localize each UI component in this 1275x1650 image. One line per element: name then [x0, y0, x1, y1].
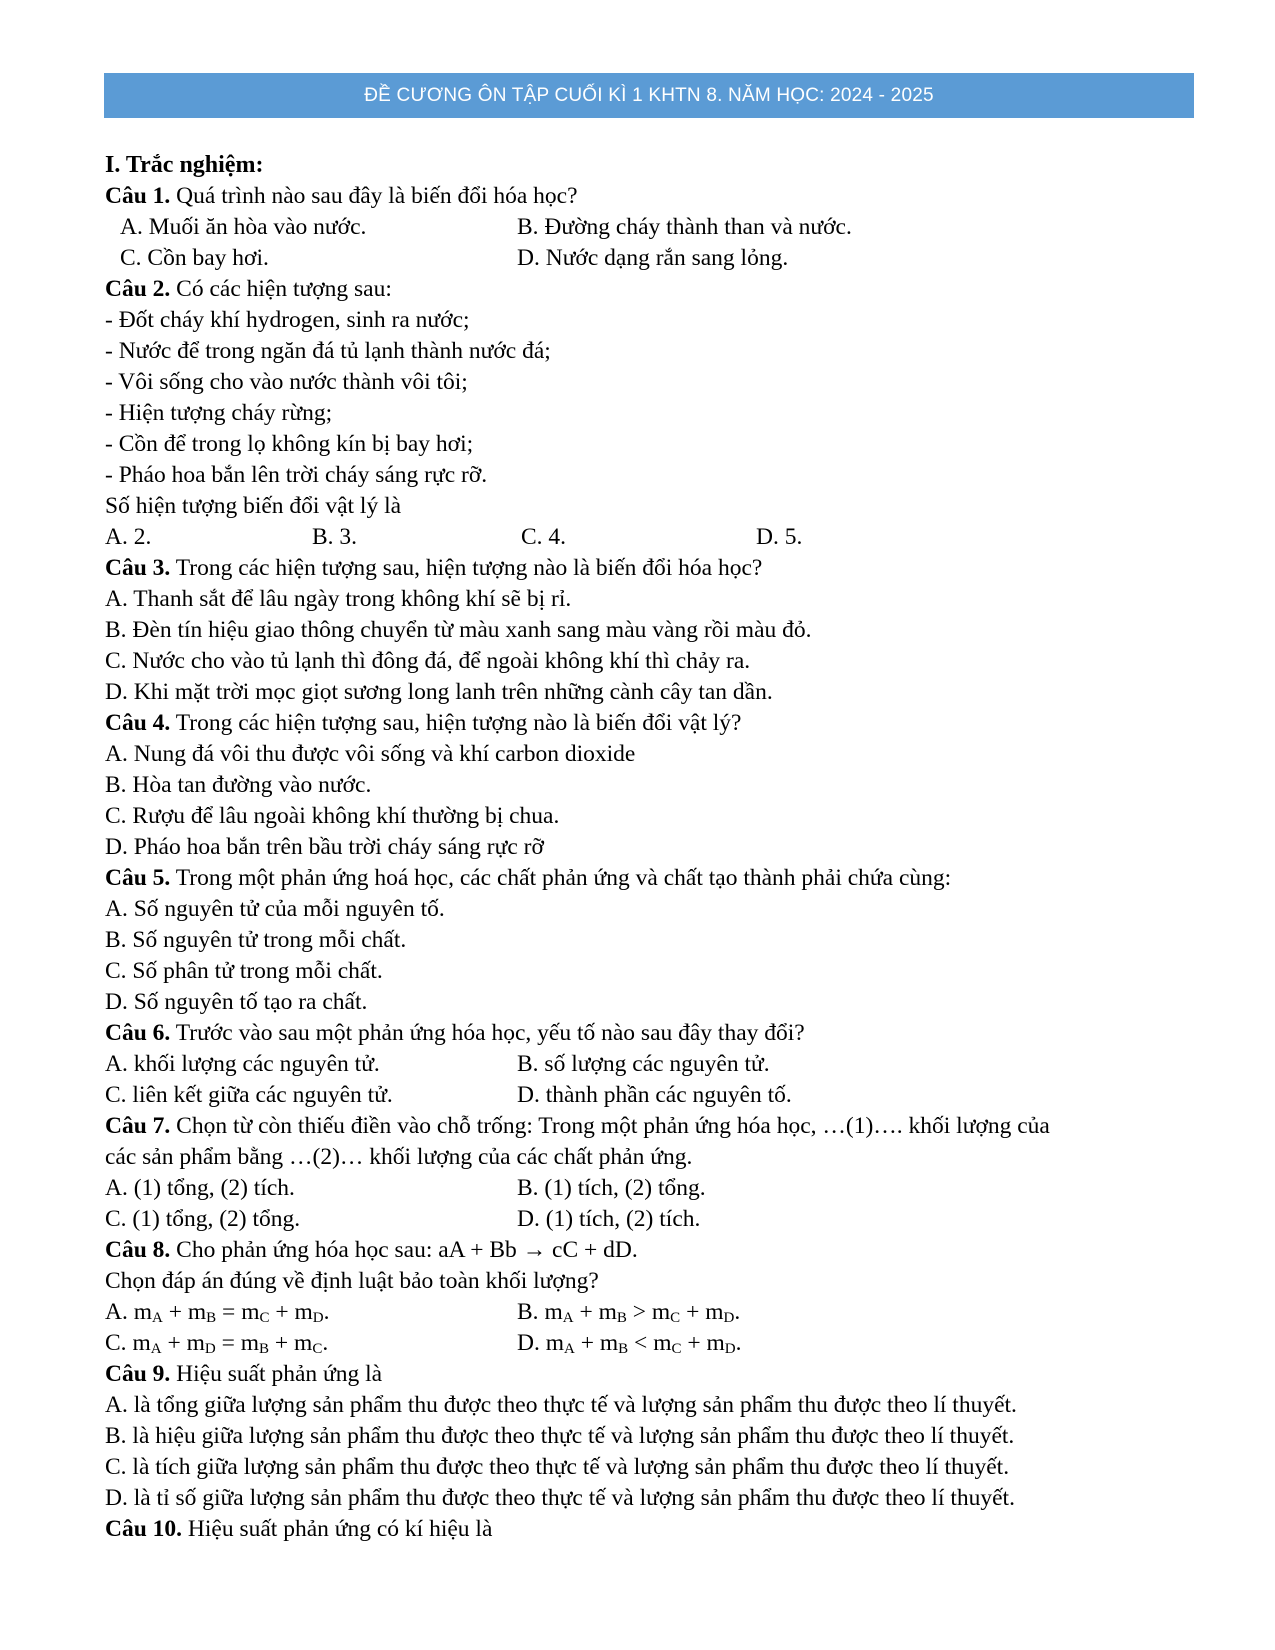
option-a: A. $m_A + m_B = m_C + m_D$.: [105, 1299, 330, 1326]
phenomenon-item: - Vôi sống cho vào nước thành vôi tôi;: [105, 369, 468, 395]
option-a: A. (1) tổng, (2) tích.: [105, 1175, 295, 1201]
option-c: C. Nước cho vào tủ lạnh thì đông đá, để ngoài không khí thì chảy ra.: [105, 648, 751, 674]
option-b: B. Đèn tín hiệu giao thông chuyển từ màu xanh sang màu vàng rồi màu đỏ.: [105, 617, 812, 643]
question-text-continued: các sản phẩm bằng …(2)… khối lượng của các chất phản ứng.: [105, 1144, 693, 1170]
option-a: A. Số nguyên tử của mỗi nguyên tố.: [105, 896, 445, 922]
option-c: C. Cồn bay hơi.: [120, 245, 269, 271]
option-a: A. 2.: [105, 524, 152, 550]
question-2: [105, 274, 1205, 305]
option-a: A. là tổng giữa lượng sản phẩm thu được theo thực tế và lượng sản phẩm thu được theo lí thuyết.: [105, 1392, 1017, 1418]
question-1: [105, 181, 1205, 212]
phenomenon-item: - Đốt cháy khí hydrogen, sinh ra nước;: [105, 307, 470, 333]
options-row: [105, 1204, 1205, 1235]
question-number: Câu 4.: [105, 710, 171, 736]
question-7: [105, 1111, 1205, 1142]
option-a: A. khối lượng các nguyên tử.: [105, 1051, 380, 1077]
question-text: Trước vào sau một phản ứng hóa học, yếu tố nào sau đây thay đổi?: [170, 1020, 805, 1046]
option-d: D. 5.: [756, 524, 803, 550]
option-b: B. Hòa tan đường vào nước.: [105, 772, 372, 798]
question-number: Câu 2.: [105, 276, 171, 302]
question-8: [105, 1235, 1205, 1266]
option-d: D. Số nguyên tố tạo ra chất.: [105, 989, 368, 1015]
question-number: Câu 6.: [105, 1020, 171, 1046]
options-row: [105, 1049, 1205, 1080]
question-text: Có các hiện tượng sau:: [170, 276, 392, 302]
option-d: D. $m_A + m_B < m_C + m_D$.: [517, 1330, 742, 1357]
question-prompt: Số hiện tượng biến đổi vật lý là: [105, 493, 402, 519]
option-b: B. (1) tích, (2) tổng.: [517, 1175, 706, 1201]
question-10: [105, 1514, 1205, 1545]
question-text: Quá trình nào sau đây là biến đổi hóa học?: [170, 183, 578, 209]
header-banner: [104, 73, 1194, 118]
question-9: [105, 1359, 1205, 1390]
option-c: C. Rượu để lâu ngoài không khí thường bị chua.: [105, 803, 560, 829]
question-number: Câu 10.: [105, 1516, 183, 1542]
document-body: [105, 150, 1205, 1545]
phenomenon-item: - Cồn để trong lọ không kín bị bay hơi;: [105, 431, 474, 457]
option-c: C. liên kết giữa các nguyên tử.: [105, 1082, 393, 1108]
header-title: ĐỀ CƯƠNG ÔN TẬP CUỐI KÌ 1 KHTN 8. NĂM HỌC: 2024 - 2025: [364, 84, 934, 106]
option-a: A. Thanh sắt để lâu ngày trong không khí sẽ bị rỉ.: [105, 586, 572, 612]
phenomenon-item: - Hiện tượng cháy rừng;: [105, 400, 333, 426]
option-a: A. Muối ăn hòa vào nước.: [120, 214, 367, 240]
options-row: [105, 522, 1205, 553]
options-row: [105, 1328, 1205, 1359]
option-c: C. Số phân tử trong mỗi chất.: [105, 958, 383, 984]
option-d: D. (1) tích, (2) tích.: [517, 1206, 701, 1232]
options-row: [105, 212, 1205, 243]
question-number: Câu 1.: [105, 183, 171, 209]
option-a: A. Nung đá vôi thu được vôi sống và khí carbon dioxide: [105, 741, 636, 767]
question-prompt: Chọn đáp án đúng về định luật bảo toàn khối lượng?: [105, 1268, 599, 1294]
option-c: C. (1) tổng, (2) tổng.: [105, 1206, 301, 1232]
question-text: Trong các hiện tượng sau, hiện tượng nào là biến đổi vật lý?: [170, 710, 742, 736]
option-b: B. 3.: [312, 524, 358, 550]
option-b: B. Số nguyên tử trong mỗi chất.: [105, 927, 407, 953]
options-row: [105, 1080, 1205, 1111]
question-number: Câu 9.: [105, 1361, 171, 1387]
question-text: Trong các hiện tượng sau, hiện tượng nào là biến đổi hóa học?: [170, 555, 763, 581]
option-c: C. $m_A + m_D = m_B + m_C$.: [105, 1330, 329, 1357]
option-b: B. Đường cháy thành than và nước.: [517, 214, 852, 240]
question-4: [105, 708, 1205, 739]
phenomenon-item: - Pháo hoa bắn lên trời cháy sáng rực rỡ.: [105, 462, 488, 488]
question-6: [105, 1018, 1205, 1049]
question-text: Hiệu suất phản ứng có kí hiệu là: [182, 1516, 493, 1542]
option-d: D. Nước dạng rắn sang lỏng.: [517, 245, 789, 271]
question-text: Chọn từ còn thiếu điền vào chỗ trống: Trong một phản ứng hóa học, …(1)…. khối lượng của: [170, 1113, 1050, 1139]
option-d: D. thành phần các nguyên tố.: [517, 1082, 792, 1108]
options-row: [105, 1297, 1205, 1328]
option-b: B. $m_A + m_B > m_C + m_D$.: [517, 1299, 741, 1326]
option-c: C. là tích giữa lượng sản phẩm thu được theo thực tế và lượng sản phẩm thu được theo lí thuyết.: [105, 1454, 1010, 1480]
question-number: Câu 5.: [105, 865, 171, 891]
options-row: [105, 243, 1205, 274]
question-number: Câu 7.: [105, 1113, 171, 1139]
section-title: I. Trắc nghiệm:: [105, 152, 264, 178]
option-d: D. Pháo hoa bắn trên bầu trời cháy sáng rực rỡ: [105, 834, 544, 860]
option-b: B. số lượng các nguyên tử.: [517, 1051, 770, 1077]
option-d: D. Khi mặt trời mọc giọt sương long lanh trên những cành cây tan dần.: [105, 679, 773, 705]
question-5: [105, 863, 1205, 894]
option-d: D. là tỉ số giữa lượng sản phẩm thu được theo thực tế và lượng sản phẩm thu được theo lí thuyết.: [105, 1485, 1015, 1511]
question-text: Trong một phản ứng hoá học, các chất phản ứng và chất tạo thành phải chứa cùng:: [170, 865, 952, 891]
question-text: Hiệu suất phản ứng là: [170, 1361, 383, 1387]
question-number: Câu 3.: [105, 555, 171, 581]
question-text: Cho phản ứng hóa học sau: aA + Bb → cC + dD.: [170, 1237, 638, 1263]
option-b: B. là hiệu giữa lượng sản phẩm thu được theo thực tế và lượng sản phẩm thu được theo lí thuyết.: [105, 1423, 1015, 1449]
phenomenon-item: - Nước để trong ngăn đá tủ lạnh thành nước đá;: [105, 338, 551, 364]
question-number: Câu 8.: [105, 1237, 171, 1263]
options-row: [105, 1173, 1205, 1204]
question-3: [105, 553, 1205, 584]
option-c: C. 4.: [521, 524, 567, 550]
